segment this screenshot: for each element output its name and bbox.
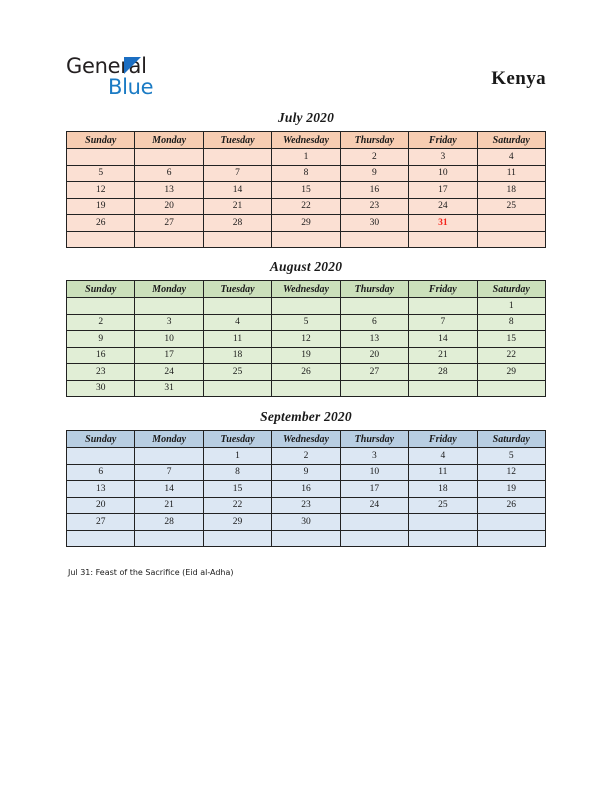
calendar-day-cell[interactable]: 4: [477, 149, 545, 166]
calendar-day-cell[interactable]: 19: [272, 347, 340, 364]
calendar-empty-cell: [203, 298, 271, 315]
calendar-day-cell[interactable]: 29: [203, 514, 271, 531]
calendar-day-cell[interactable]: 21: [409, 347, 477, 364]
calendar-week-row: [67, 198, 546, 215]
calendar-day-cell[interactable]: 16: [272, 481, 340, 498]
calendar-day-cell[interactable]: 7: [135, 464, 203, 481]
weekday-header-row: [67, 431, 546, 448]
calendar-day-cell[interactable]: 9: [340, 165, 408, 182]
calendar-empty-cell: [135, 448, 203, 465]
calendar-day-cell[interactable]: 22: [203, 497, 271, 514]
calendar-day-cell[interactable]: 7: [409, 314, 477, 331]
calendar-empty-cell: [203, 231, 271, 248]
calendar-empty-cell: [272, 231, 340, 248]
calendar-week-row: [67, 331, 546, 348]
calendar-day-cell[interactable]: 11: [477, 165, 545, 182]
weekday-header-tuesday: Tuesday: [203, 281, 271, 298]
calendar-day-cell[interactable]: 5: [477, 448, 545, 465]
weekday-header-tuesday: Tuesday: [203, 431, 271, 448]
calendar-day-cell[interactable]: 16: [67, 347, 135, 364]
calendar-day-cell[interactable]: 12: [272, 331, 340, 348]
calendar-day-cell[interactable]: 28: [203, 215, 271, 232]
calendar-day-cell[interactable]: 2: [272, 448, 340, 465]
calendar-day-cell[interactable]: 27: [340, 364, 408, 381]
page-title: Kenya: [491, 68, 546, 89]
calendar-week-row: [67, 215, 546, 232]
calendar-day-cell[interactable]: 18: [203, 347, 271, 364]
calendar-day-cell[interactable]: 28: [409, 364, 477, 381]
weekday-header-friday: Friday: [409, 132, 477, 149]
calendar-day-cell[interactable]: 3: [135, 314, 203, 331]
calendar-week-row: [67, 165, 546, 182]
calendar-day-cell[interactable]: 15: [203, 481, 271, 498]
calendar-empty-cell: [477, 231, 545, 248]
calendar-day-cell[interactable]: 17: [340, 481, 408, 498]
calendar-table: [66, 430, 546, 547]
calendar-empty-cell: [67, 298, 135, 315]
calendar-empty-cell: [477, 215, 545, 232]
calendar-week-row: [67, 364, 546, 381]
calendar-day-cell[interactable]: 21: [135, 497, 203, 514]
calendar-day-cell[interactable]: 23: [67, 364, 135, 381]
calendar-empty-cell: [340, 231, 408, 248]
calendar-day-cell[interactable]: 3: [340, 448, 408, 465]
calendar-day-cell[interactable]: 1: [477, 298, 545, 315]
calendar-empty-cell: [409, 380, 477, 397]
calendar-day-cell[interactable]: 11: [409, 464, 477, 481]
calendar-empty-cell: [135, 149, 203, 166]
calendar-day-cell[interactable]: 10: [340, 464, 408, 481]
weekday-header-wednesday: Wednesday: [272, 132, 340, 149]
calendar-day-cell[interactable]: 17: [409, 182, 477, 199]
calendar-empty-cell: [67, 231, 135, 248]
calendar-day-cell[interactable]: 7: [203, 165, 271, 182]
calendar-week-row: [67, 514, 546, 531]
calendar-day-cell[interactable]: 30: [272, 514, 340, 531]
calendar-body: [67, 298, 546, 397]
calendar-empty-cell: [272, 298, 340, 315]
calendar-day-cell[interactable]: 30: [340, 215, 408, 232]
calendar-day-cell[interactable]: 27: [67, 514, 135, 531]
weekday-header-monday: Monday: [135, 281, 203, 298]
calendar-empty-cell: [409, 514, 477, 531]
page-header: [0, 48, 612, 104]
calendar-day-cell[interactable]: 4: [409, 448, 477, 465]
calendar-empty-cell: [67, 149, 135, 166]
calendar-empty-cell: [203, 380, 271, 397]
calendar-empty-cell: [135, 298, 203, 315]
weekday-header-row: [67, 132, 546, 149]
calendar-day-cell[interactable]: 13: [135, 182, 203, 199]
calendar-empty-cell: [340, 530, 408, 547]
calendar-day-cell[interactable]: 1: [272, 149, 340, 166]
logo-text-blue: Blue: [108, 75, 154, 99]
weekday-header-wednesday: Wednesday: [272, 431, 340, 448]
calendar-week-row: [67, 298, 546, 315]
calendar-empty-cell: [409, 298, 477, 315]
weekday-header-saturday: Saturday: [477, 132, 545, 149]
calendar-empty-cell: [477, 530, 545, 547]
holiday-footnotes: [68, 566, 548, 579]
weekday-header-friday: Friday: [409, 431, 477, 448]
calendar-day-cell[interactable]: 25: [203, 364, 271, 381]
weekday-header-wednesday: Wednesday: [272, 281, 340, 298]
calendar-day-cell[interactable]: 17: [135, 347, 203, 364]
calendar-empty-cell: [272, 530, 340, 547]
calendar-day-cell[interactable]: 16: [340, 182, 408, 199]
calendar-body: [67, 149, 546, 248]
calendar-day-cell[interactable]: 21: [203, 198, 271, 215]
calendar-day-cell[interactable]: 10: [135, 331, 203, 348]
calendar-day-cell[interactable]: 14: [135, 481, 203, 498]
calendar-day-cell[interactable]: 24: [340, 497, 408, 514]
calendar-day-cell[interactable]: 8: [477, 314, 545, 331]
calendar-week-row: [67, 347, 546, 364]
calendar-week-row: [67, 464, 546, 481]
calendar-day-cell[interactable]: 26: [477, 497, 545, 514]
calendar-day-cell[interactable]: 11: [203, 331, 271, 348]
general-blue-logo: [66, 54, 246, 104]
logo-triangle-icon: [124, 57, 141, 74]
calendar-empty-cell: [409, 231, 477, 248]
calendar-day-cell[interactable]: 22: [477, 347, 545, 364]
calendar-empty-cell: [340, 298, 408, 315]
calendar-day-cell[interactable]: 5: [272, 314, 340, 331]
calendar-week-row: [67, 497, 546, 514]
calendar-day-cell[interactable]: 12: [67, 182, 135, 199]
calendar-empty-cell: [203, 149, 271, 166]
calendar-day-cell[interactable]: 13: [340, 331, 408, 348]
holiday-footnote: Jul 31: Feast of the Sacrifice (Eid al-Adha): [68, 568, 234, 577]
calendar-day-cell[interactable]: 30: [67, 380, 135, 397]
calendar-day-cell[interactable]: 14: [203, 182, 271, 199]
calendar-month-september: [66, 409, 546, 547]
month-title: August 2020: [269, 259, 343, 274]
calendar-empty-cell: [477, 380, 545, 397]
calendar-day-cell[interactable]: 9: [272, 464, 340, 481]
calendar-day-cell[interactable]: 6: [67, 464, 135, 481]
calendar-day-cell[interactable]: 19: [67, 198, 135, 215]
calendar-week-row: [67, 448, 546, 465]
calendar-month-july: [66, 110, 546, 248]
calendar-day-cell[interactable]: 24: [135, 364, 203, 381]
calendar-day-cell[interactable]: 28: [135, 514, 203, 531]
calendar-day-cell[interactable]: 26: [67, 215, 135, 232]
calendar-empty-cell: [272, 380, 340, 397]
calendar-body: [67, 448, 546, 547]
calendar-empty-cell: [340, 514, 408, 531]
calendar-week-row: [67, 149, 546, 166]
calendar-empty-cell: [67, 530, 135, 547]
calendar-week-row: [67, 314, 546, 331]
calendar-week-row: [67, 481, 546, 498]
calendar-table: [66, 280, 546, 397]
weekday-header-saturday: Saturday: [477, 281, 545, 298]
calendar-day-cell[interactable]: 5: [67, 165, 135, 182]
calendar-day-cell[interactable]: 1: [203, 448, 271, 465]
calendar-empty-cell: [477, 514, 545, 531]
calendar-day-cell[interactable]: 12: [477, 464, 545, 481]
calendar-day-cell[interactable]: 15: [477, 331, 545, 348]
calendar-month-august: [66, 259, 546, 397]
weekday-header-thursday: Thursday: [340, 281, 408, 298]
calendar-day-cell[interactable]: 4: [203, 314, 271, 331]
weekday-header-monday: Monday: [135, 132, 203, 149]
weekday-header-friday: Friday: [409, 281, 477, 298]
calendar-day-cell[interactable]: 18: [477, 182, 545, 199]
calendar-day-cell[interactable]: 25: [409, 497, 477, 514]
calendar-day-cell[interactable]: 23: [340, 198, 408, 215]
calendar-day-cell-holiday[interactable]: 31: [409, 215, 477, 232]
weekday-header-thursday: Thursday: [340, 132, 408, 149]
calendar-day-cell[interactable]: 2: [67, 314, 135, 331]
calendar-day-cell[interactable]: 20: [135, 198, 203, 215]
calendar-day-cell[interactable]: 3: [409, 149, 477, 166]
calendar-day-cell[interactable]: 31: [135, 380, 203, 397]
calendar-day-cell[interactable]: 20: [340, 347, 408, 364]
calendar-table: [66, 131, 546, 248]
month-title: September 2020: [260, 409, 352, 424]
calendar-day-cell[interactable]: 9: [67, 331, 135, 348]
calendar-day-cell[interactable]: 15: [272, 182, 340, 199]
calendar-day-cell[interactable]: 10: [409, 165, 477, 182]
weekday-header-monday: Monday: [135, 431, 203, 448]
weekday-header-sunday: Sunday: [67, 132, 135, 149]
calendar-day-cell[interactable]: 22: [272, 198, 340, 215]
calendar-day-cell[interactable]: 13: [67, 481, 135, 498]
calendar-day-cell[interactable]: 19: [477, 481, 545, 498]
calendar-week-row: [67, 182, 546, 199]
weekday-header-sunday: Sunday: [67, 281, 135, 298]
calendar-day-cell[interactable]: 25: [477, 198, 545, 215]
calendar-day-cell[interactable]: 27: [135, 215, 203, 232]
month-title: July 2020: [277, 110, 335, 125]
calendar-empty-cell: [340, 380, 408, 397]
calendar-week-row: [67, 530, 546, 547]
calendar-day-cell[interactable]: 18: [409, 481, 477, 498]
logo-text-general: General: [66, 54, 147, 78]
weekday-header-row: [67, 281, 546, 298]
calendar-day-cell[interactable]: 8: [203, 464, 271, 481]
calendar-day-cell[interactable]: 29: [272, 215, 340, 232]
weekday-header-thursday: Thursday: [340, 431, 408, 448]
calendar-day-cell[interactable]: 24: [409, 198, 477, 215]
calendar-empty-cell: [135, 231, 203, 248]
calendar-day-cell[interactable]: 29: [477, 364, 545, 381]
calendar-empty-cell: [409, 530, 477, 547]
weekday-header-sunday: Sunday: [67, 431, 135, 448]
calendar-day-cell[interactable]: 6: [340, 314, 408, 331]
calendar-day-cell[interactable]: 20: [67, 497, 135, 514]
calendar-empty-cell: [135, 530, 203, 547]
calendar-day-cell[interactable]: 26: [272, 364, 340, 381]
calendar-day-cell[interactable]: 23: [272, 497, 340, 514]
calendar-week-row: [67, 231, 546, 248]
weekday-header-saturday: Saturday: [477, 431, 545, 448]
calendar-empty-cell: [67, 448, 135, 465]
calendar-day-cell[interactable]: 2: [340, 149, 408, 166]
calendar-day-cell[interactable]: 8: [272, 165, 340, 182]
calendar-day-cell[interactable]: 14: [409, 331, 477, 348]
calendar-empty-cell: [203, 530, 271, 547]
calendar-week-row: [67, 380, 546, 397]
calendar-day-cell[interactable]: 6: [135, 165, 203, 182]
weekday-header-tuesday: Tuesday: [203, 132, 271, 149]
